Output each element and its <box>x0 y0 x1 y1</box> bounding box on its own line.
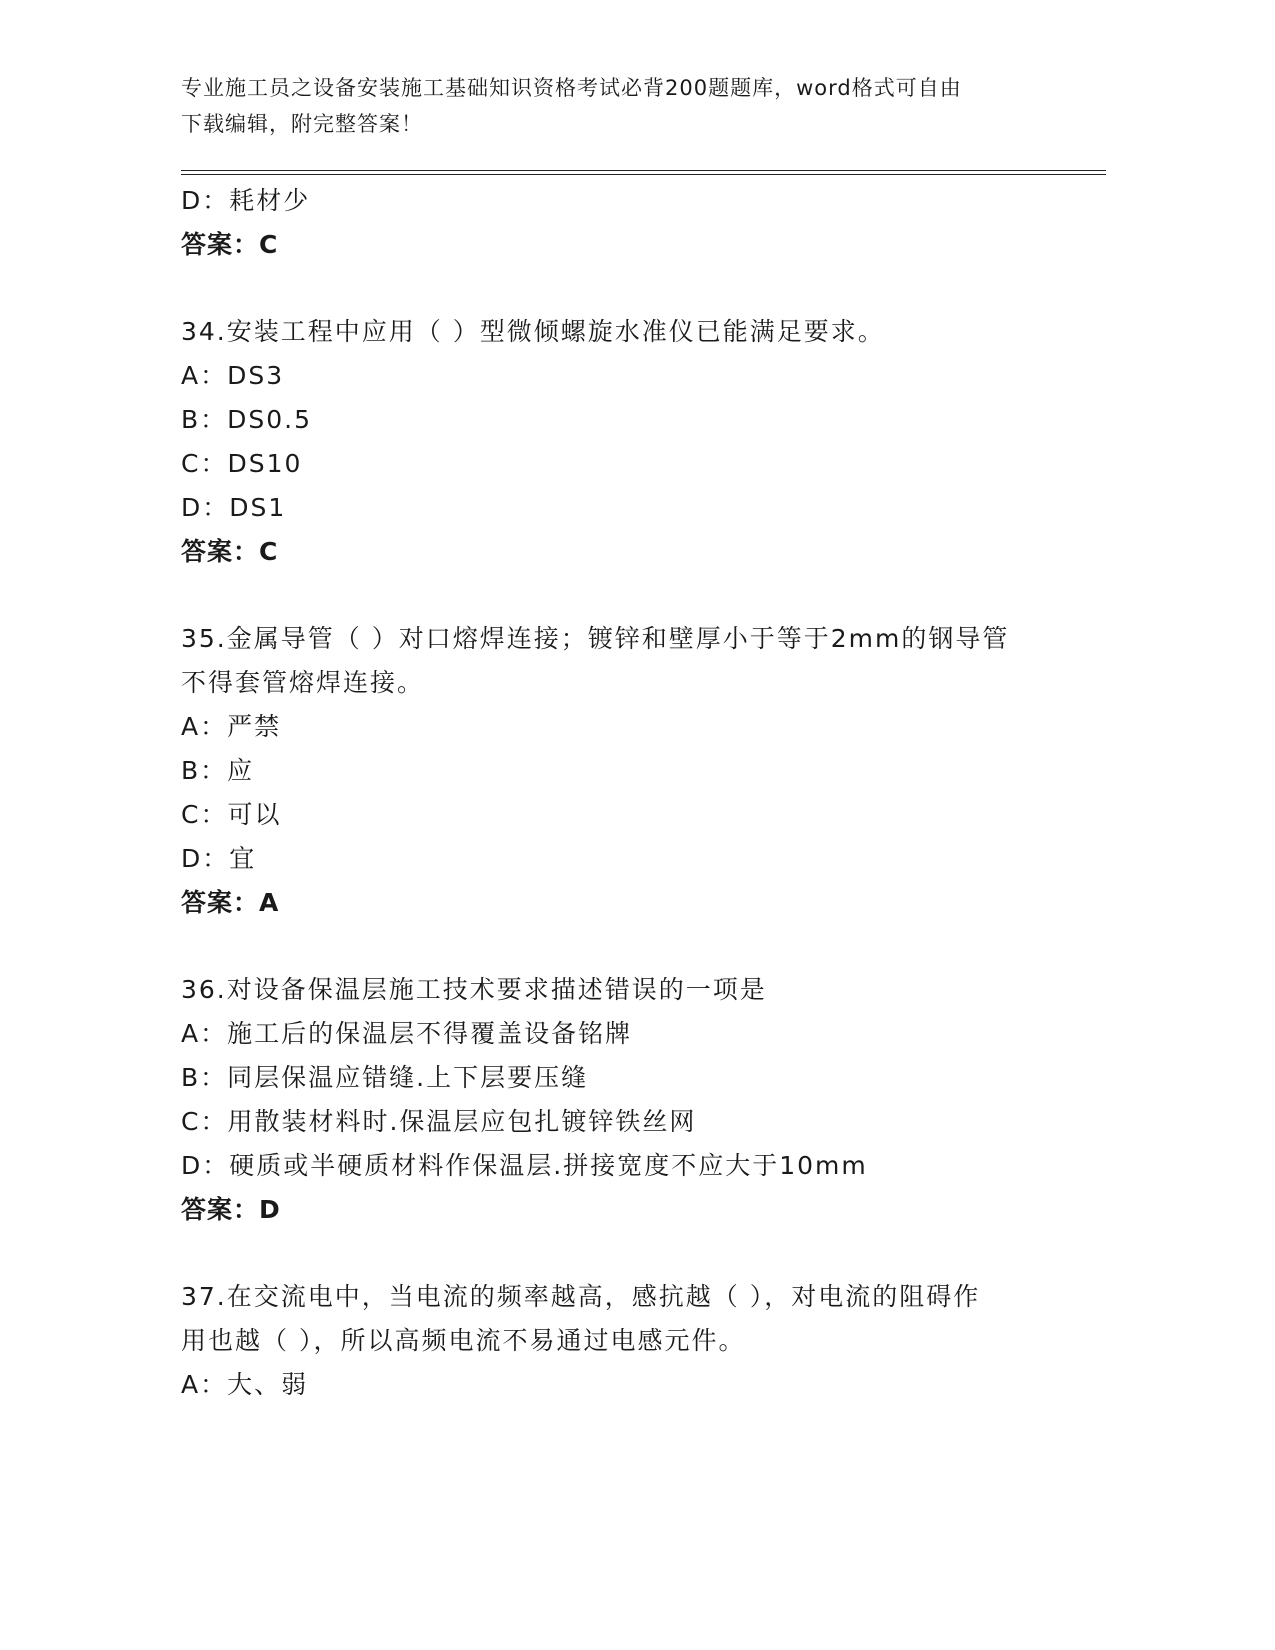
question-block-36 <box>181 968 1081 1232</box>
option-a: A：大、弱 <box>181 1370 309 1399</box>
option-c: C：DS10 <box>181 449 303 478</box>
question-stem-line-1: 37.在交流电中，当电流的频率越高，感抗越（ ），对电流的阻碍作 <box>181 1282 981 1311</box>
question-stem-line-2: 不得套管熔焊连接。 <box>181 668 425 697</box>
question-stem: 34.安装工程中应用（ ）型微倾螺旋水准仪已能满足要求。 <box>181 317 885 346</box>
option-c: C：用散装材料时.保温层应包扎镀锌铁丝网 <box>181 1107 697 1136</box>
header-title-line-2: 下载编辑，附完整答案！ <box>181 112 423 136</box>
question-list <box>181 179 1081 1407</box>
document-header <box>181 70 1061 142</box>
answer-line: 答案：C <box>181 537 279 566</box>
option-a: A：施工后的保温层不得覆盖设备铭牌 <box>181 1019 633 1048</box>
option-a: A：DS3 <box>181 361 285 390</box>
question-stem-line-2: 用也越（ ），所以高频电流不易通过电感元件。 <box>181 1326 746 1355</box>
option-a: A：严禁 <box>181 712 282 741</box>
answer-line: 答案：D <box>181 1195 281 1224</box>
answer-line: 答案：C <box>181 230 279 259</box>
question-stem-line-1: 35.金属导管（ ）对口熔焊连接；镀锌和壁厚小于等于2mm的钢导管 <box>181 624 1010 653</box>
header-rule-bottom <box>181 174 1106 175</box>
option-b: B：同层保温应错缝.上下层要压缝 <box>181 1063 589 1092</box>
option-b: B：DS0.5 <box>181 405 313 434</box>
option-d: D：耗材少 <box>181 186 311 215</box>
option-d: D：硬质或半硬质材料作保温层.拼接宽度不应大于10mm <box>181 1151 868 1180</box>
header-rule-top <box>181 170 1106 171</box>
question-block-35 <box>181 617 1081 925</box>
option-b: B：应 <box>181 756 255 785</box>
question-block-33 <box>181 179 1081 267</box>
question-stem: 36.对设备保温层施工技术要求描述错误的一项是 <box>181 975 767 1004</box>
option-c: C：可以 <box>181 800 282 829</box>
answer-line: 答案：A <box>181 888 280 917</box>
option-d: D：宜 <box>181 844 257 873</box>
header-title-line-1: 专业施工员之设备安装施工基础知识资格考试必背200题题库，word格式可自由 <box>181 76 962 100</box>
question-block-37 <box>181 1275 1081 1407</box>
question-block-34 <box>181 310 1081 574</box>
option-d: D：DS1 <box>181 493 287 522</box>
